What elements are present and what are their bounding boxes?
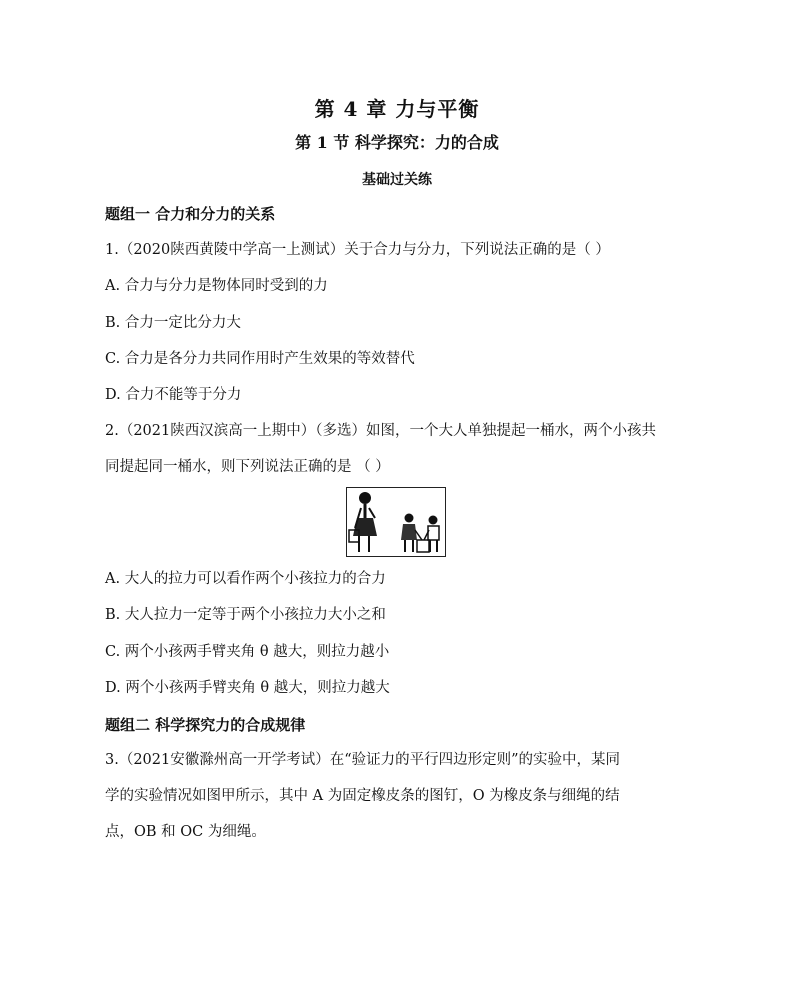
bucket-illustration [346,487,446,557]
q2-option-a: A. 大人的拉力可以看作两个小孩拉力的合力 [105,571,386,587]
chapter-title: 第 4 章 力与平衡 [314,97,480,121]
q2-stem-line1: 2.（2021陕西汉滨高一上期中）（多选）如图，一个大人单独提起一桶水，两个小孩共 [105,423,656,439]
q1-option-c: C. 合力是各分力共同作用时产生效果的等效替代 [105,351,415,367]
q1-option-a: A. 合力与分力是物体同时受到的力 [105,278,328,294]
q1-stem: 1.（2020陕西黄陵中学高一上测试）关于合力与分力，下列说法正确的是（ ） [105,242,610,258]
q1-option-d: D. 合力不能等于分力 [105,387,242,403]
group-2-title: 题组二 科学探究力的合成规律 [105,716,306,734]
adult-and-children-carrying-water-drawing [347,488,445,556]
q3-line3: 点，OB 和 OC 为细绳。 [105,824,266,840]
q2-option-b: B. 大人拉力一定等于两个小孩拉力大小之和 [105,607,386,623]
q2-stem-line2: 同提起同一桶水，则下列说法正确的是 （ ） [105,459,390,475]
group-1-title: 题组一 合力和分力的关系 [105,205,276,223]
q2-option-c: C. 两个小孩两手臂夹角 θ 越大，则拉力越小 [105,644,390,660]
q2-option-d: D. 两个小孩两手臂夹角 θ 越大，则拉力越大 [105,680,390,696]
q3-line2: 学的实验情况如图甲所示，其中 A 为固定橡皮条的图钉，O 为橡皮条与细绳的结 [105,788,620,804]
q1-option-b: B. 合力一定比分力大 [105,315,241,331]
q3-line1: 3.（2021安徽滁州高一开学考试）在“验证力的平行四边形定则”的实验中，某同 [105,752,621,768]
subtitle: 基础过关练 [362,172,432,188]
section-title: 第 1 节 科学探究：力的合成 [295,133,499,152]
